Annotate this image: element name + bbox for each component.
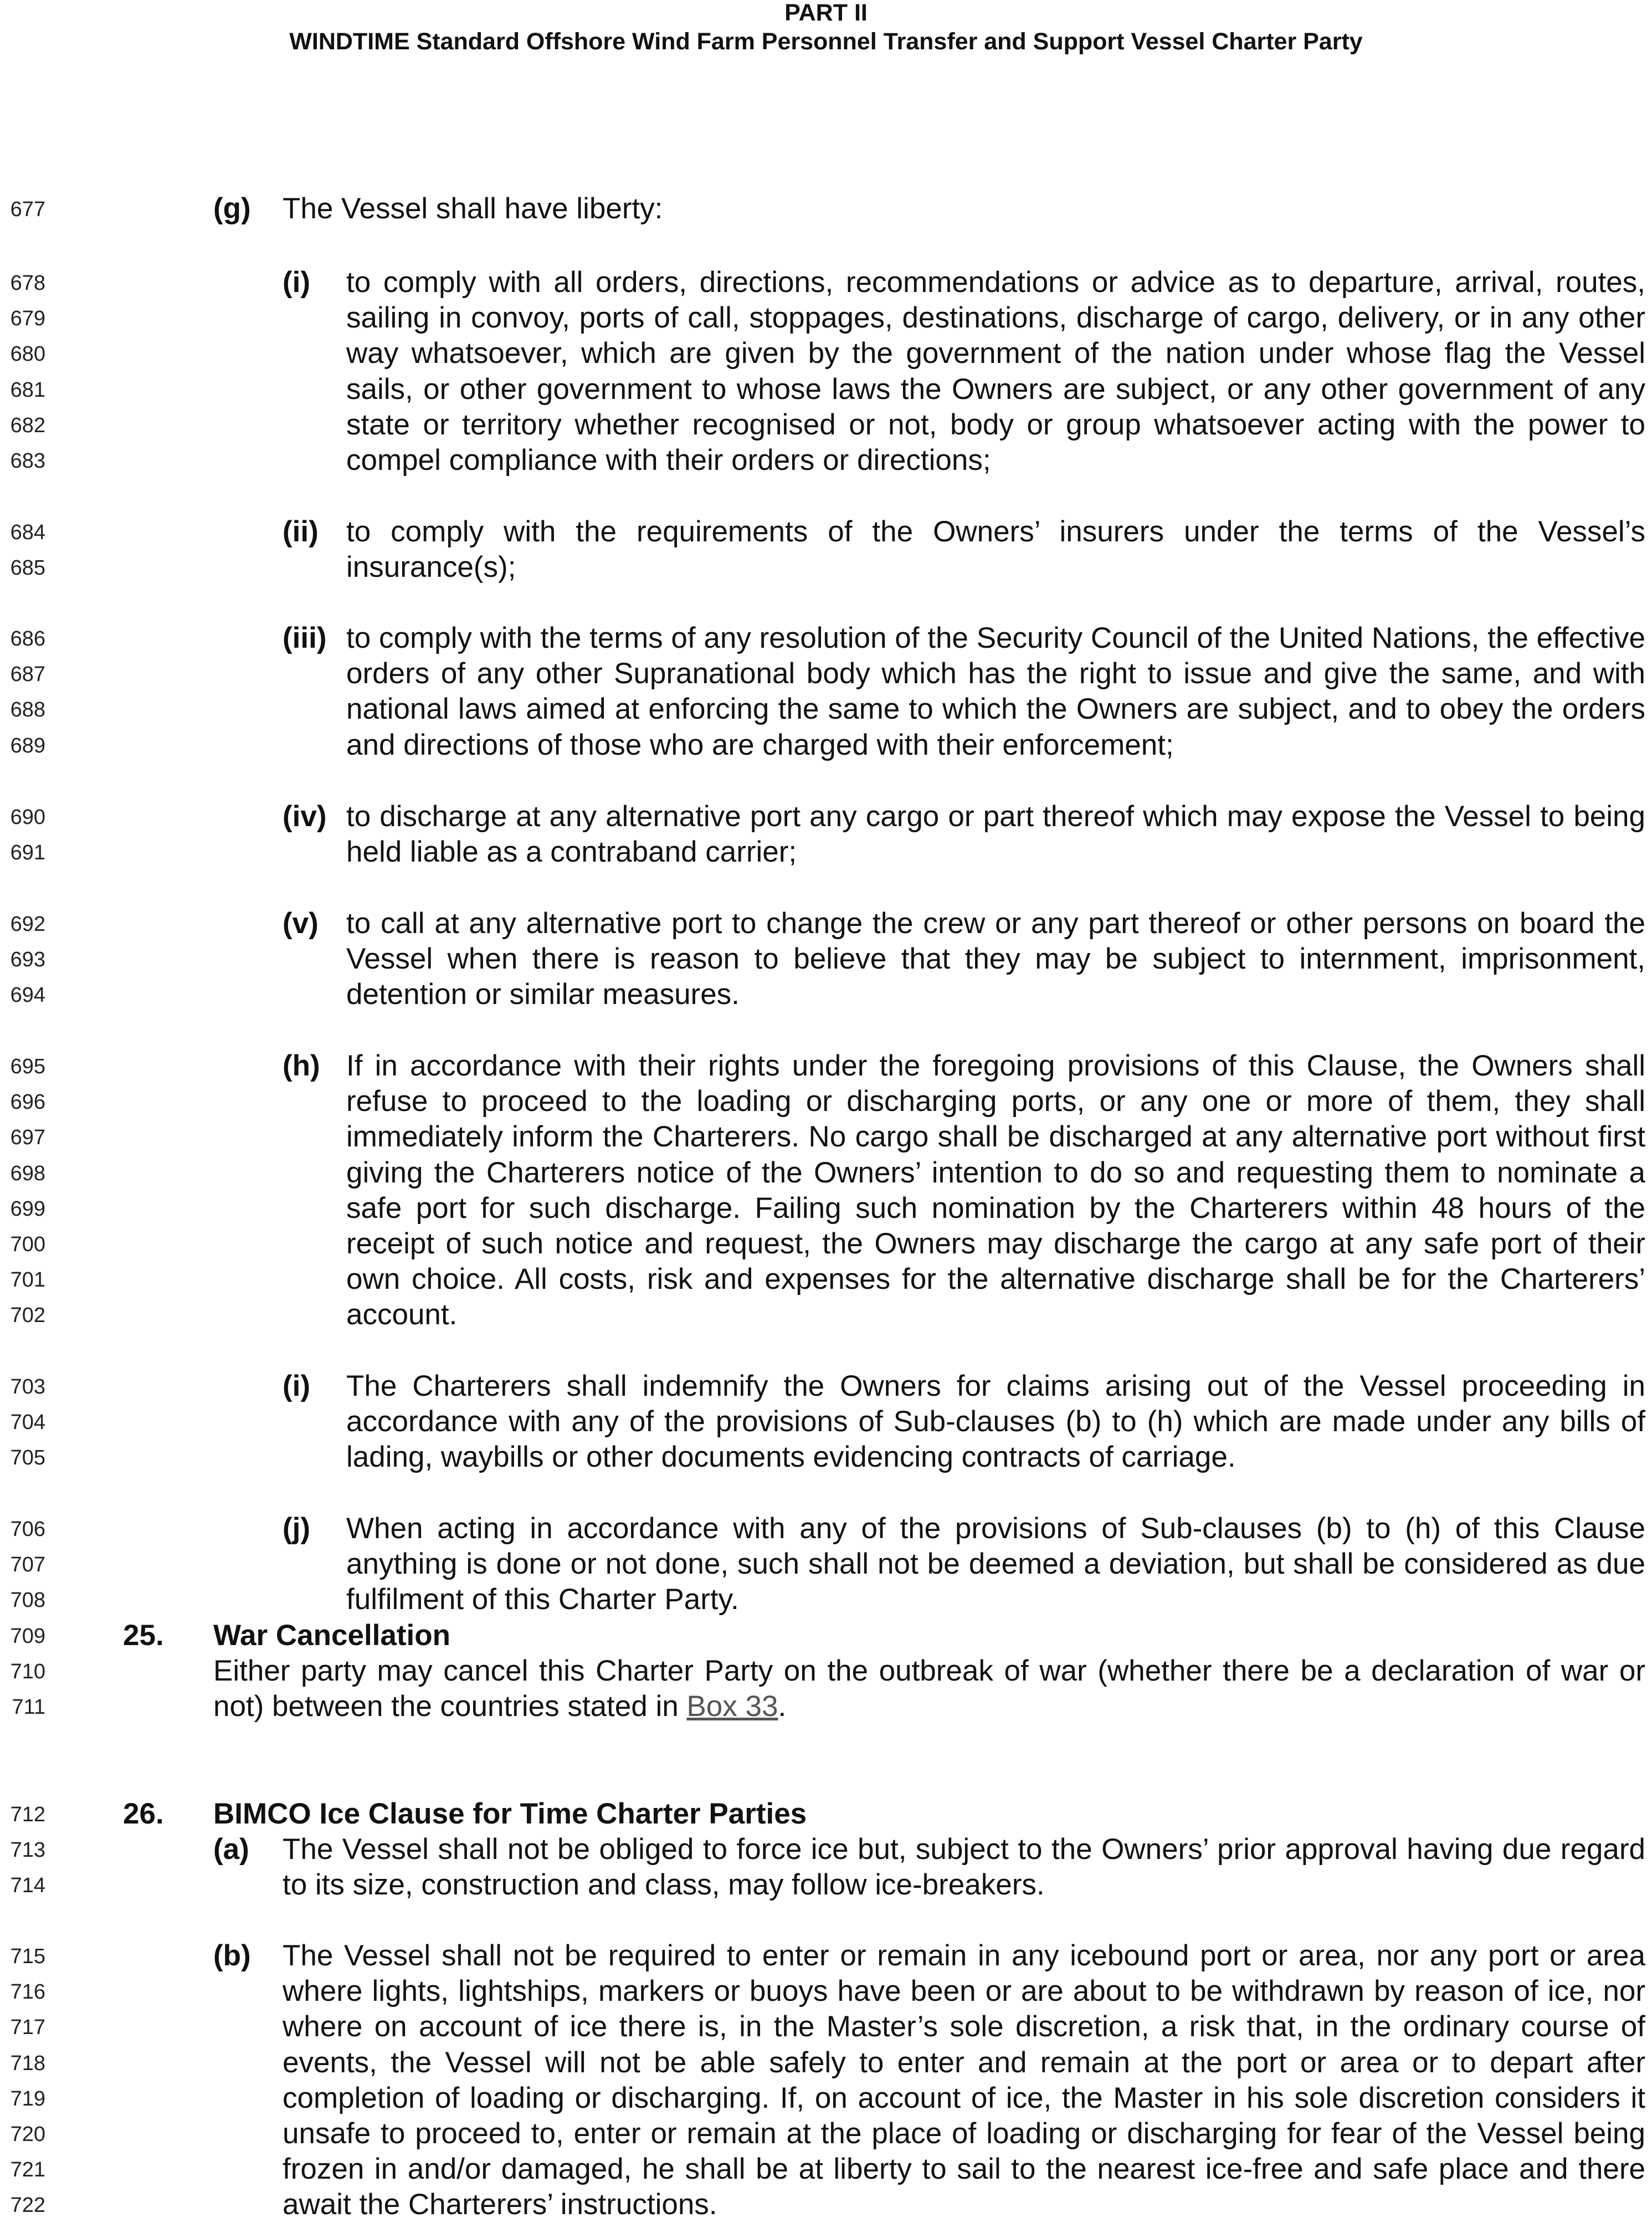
line-number: 708: [10, 1589, 45, 1612]
line-number: 705: [10, 1446, 45, 1470]
line-number: 683: [10, 449, 45, 473]
clause-26-a-label: (a): [213, 1833, 249, 1866]
clause-26-title: BIMCO Ice Clause for Time Charter Parties: [213, 1797, 807, 1830]
clause-26-b-label: (b): [213, 1939, 251, 1972]
clause-25-number: 25.: [123, 1619, 164, 1652]
clause-25-title: War Cancellation: [213, 1619, 451, 1652]
item-iii-label: (iii): [283, 622, 327, 654]
document-title: WINDTIME Standard Offshore Wind Farm Personnel Transfer and Support Vessel Charter Party: [289, 28, 1363, 55]
line-number: 713: [10, 1838, 45, 1862]
line-number: 715: [10, 1945, 45, 1968]
line-number: 700: [10, 1233, 45, 1256]
line-number: 706: [10, 1518, 45, 1541]
subclause-g-text: The Vessel shall have liberty:: [283, 192, 663, 225]
line-number: 717: [10, 2016, 45, 2040]
item-v-text: to call at any alternative port to change the crew or any part thereof or other persons on board the Vessel when there is reason to believe that they may be subject to internment, imprisonment, detention or similar measures.: [346, 907, 1645, 1011]
line-number: 690: [10, 806, 45, 829]
line-number: 682: [10, 413, 45, 437]
line-number: 692: [10, 913, 45, 936]
line-number: 698: [10, 1161, 45, 1185]
line-number: 684: [10, 521, 45, 544]
subclause-i-text: The Charterers shall indemnify the Owners for claims arising out of the Vessel proceeding in accordance with any of the provisions of Sub-clauses (b) to (h) which are made under any bills of lading, waybills or other documents evidencing contracts of carriage.: [346, 1370, 1645, 1474]
subclause-h-label: (h): [283, 1049, 320, 1082]
line-number: 688: [10, 698, 45, 722]
line-number: 699: [10, 1197, 45, 1221]
clause-26-number: 26.: [123, 1797, 164, 1830]
line-number: 714: [10, 1874, 45, 1898]
item-i-label: (i): [283, 266, 311, 299]
item-ii-text: to comply with the requirements of the Owners’ insurers under the terms of the Vessel’s insurance(s);: [346, 515, 1645, 584]
line-number: 686: [10, 627, 45, 650]
line-number: 702: [10, 1304, 45, 1328]
part-label: PART II: [784, 0, 868, 26]
subclause-j-label: (j): [283, 1512, 311, 1545]
line-number: 685: [10, 556, 45, 580]
line-number: 720: [10, 2123, 45, 2146]
item-ii-label: (ii): [283, 515, 319, 548]
line-number: 697: [10, 1126, 45, 1150]
line-number: 718: [10, 2051, 45, 2075]
line-number: 680: [10, 342, 45, 366]
item-v-label: (v): [283, 907, 319, 940]
line-number: 712: [10, 1803, 45, 1826]
line-number: 703: [10, 1375, 45, 1399]
line-number: 704: [10, 1411, 45, 1435]
line-number: 709: [10, 1625, 45, 1648]
line-number: 701: [10, 1268, 45, 1292]
subclause-i-label: (i): [283, 1370, 311, 1402]
subclause-h-text: If in accordance with their rights under the foregoing provisions of this Clause, the Owners shall refuse to proceed to the loading or discharging ports, or any one or more of them, they shall immediately inform the Charterers. No cargo shall be discharged at any alternative port without first giving the Charterers notice of the Owners’ intention to do so and requesting them to nominate a safe port for such discharge. Failing such nomination by the Charterers within 48 hours of the receipt of such notice and request, the Owners may discharge the cargo at any safe port of their own choice. All costs, risk and expenses for the alternative discharge shall be for the Charterers’ account.: [346, 1049, 1645, 1331]
page-header: [0, 0, 1652, 58]
line-number: 710: [10, 1660, 45, 1684]
line-number: 711: [12, 1696, 45, 1719]
line-number: 693: [10, 948, 45, 972]
item-i-text: to comply with all orders, directions, recommendations or advice as to departure, arrival, routes, sailing in convoy, ports of call, stoppages, destinations, discharge of cargo, delivery, or in any other way whatsoever, which are given by the government of the nation under whose flag the Vessel sails, or other government to whose laws the Owners are subject, or any other government of any state or territory whether recognised or not, body or group whatsoever acting with the power to compel compliance with their orders or directions;: [346, 266, 1645, 477]
line-number: 694: [10, 984, 45, 1007]
line-number: 696: [10, 1090, 45, 1114]
item-iii-text: to comply with the terms of any resolution of the Security Council of the United Nations, the effective orders of any other Supranational body which has the right to issue and give the same, and with national laws aimed at enforcing the same to which the Owners are subject, and to obey the orders and directions of those who are charged with their enforcement;: [346, 622, 1645, 761]
line-number: 691: [10, 841, 45, 865]
line-number: 722: [10, 2194, 45, 2217]
clause-25-text: Either party may cancel this Charter Party on the outbreak of war (whether there be a declaration of war or not) between the countries stated in Box 33.: [213, 1655, 1645, 1723]
line-number: 678: [10, 272, 45, 295]
item-iv-text: to discharge at any alternative port any cargo or part thereof which may expose the Vessel to being held liable as a contraband carrier;: [346, 800, 1645, 869]
line-number: 687: [10, 663, 45, 687]
line-number: 721: [10, 2158, 45, 2182]
line-number: 681: [10, 378, 45, 402]
clause-26-a-text: The Vessel shall not be obliged to force ice but, subject to the Owners’ prior approval having due regard to its size, construction and class, may follow ice-breakers.: [283, 1833, 1645, 1902]
line-number: 677: [10, 198, 45, 221]
clause-26-b-text: The Vessel shall not be required to enter or remain in any icebound port or area, nor any port or area where lights, lightships, markers or buoys have been or are about to be withdrawn by reason of ice, nor where on account of ice there is, in the Master’s sole discretion, a risk that, in the ordinary course of events, the Vessel will not be able safely to enter and remain at the port or area or to depart after completion of loading or discharging. If, on account of ice, the Master in his sole discretion considers it unsafe to proceed to, enter or remain at the place of loading or discharging for fear of the Vessel being frozen in and/or damaged, he shall be at liberty to sail to the nearest ice-free and safe place and there await the Charterers’ instructions.: [283, 1939, 1645, 2221]
subclause-j-text: When acting in accordance with any of the provisions of Sub-clauses (b) to (h) of this Clause anything is done or not done, such shall not be deemed a deviation, but shall be considered as due fulfilment of this Charter Party.: [346, 1512, 1645, 1616]
line-number: 719: [10, 2087, 45, 2111]
line-number: 679: [10, 307, 45, 331]
box-33-link[interactable]: Box 33: [686, 1690, 778, 1723]
subclause-g-label: (g): [213, 192, 251, 225]
item-iv-label: (iv): [283, 800, 327, 833]
line-number: 707: [10, 1553, 45, 1577]
line-number: 716: [10, 1980, 45, 2004]
line-number: 689: [10, 734, 45, 757]
line-number: 695: [10, 1055, 45, 1078]
